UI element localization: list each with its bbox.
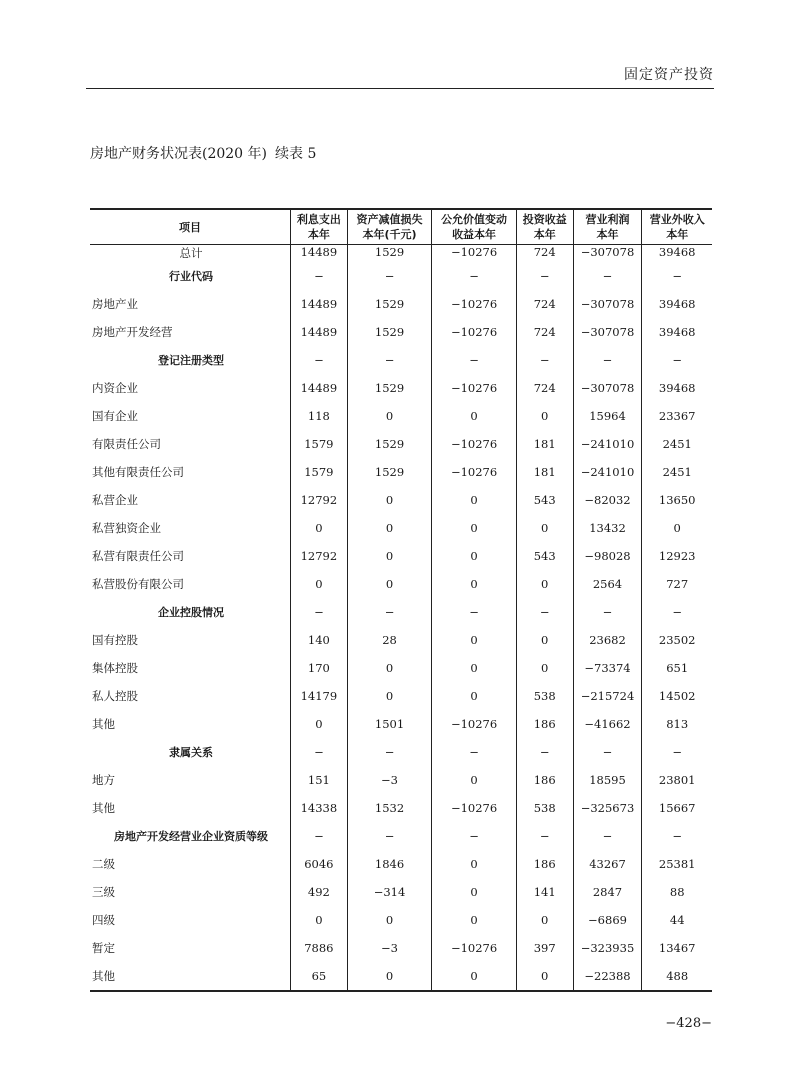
- row-label: 其他有限责任公司: [92, 465, 184, 479]
- row-label: 私营独资企业: [92, 521, 161, 535]
- cell-value: 0: [432, 402, 517, 430]
- cell-value: −: [291, 262, 348, 290]
- cell-value: −10276: [432, 430, 517, 458]
- cell-value: 1532: [347, 794, 432, 822]
- cell-value: −: [516, 598, 573, 626]
- cell-value: 0: [347, 402, 432, 430]
- cell-value: 25381: [642, 850, 712, 878]
- cell-value: 181: [516, 430, 573, 458]
- cell-value: 6046: [291, 850, 348, 878]
- table-row: [90, 570, 712, 598]
- cell-value: −10276: [432, 290, 517, 318]
- cell-value: 0: [432, 682, 517, 710]
- cell-value: 13650: [642, 486, 712, 514]
- cell-value: 7886: [291, 934, 348, 962]
- row-label: 国有企业: [92, 409, 138, 423]
- cell-value: 0: [291, 906, 348, 934]
- cell-value: −: [291, 598, 348, 626]
- cell-value: 14489: [291, 374, 348, 402]
- cell-value: 538: [516, 794, 573, 822]
- cell-value: 28: [347, 626, 432, 654]
- table-continued-label: 续表 5: [275, 146, 317, 162]
- cell-value: 724: [516, 245, 573, 263]
- cell-value: 39468: [642, 374, 712, 402]
- cell-value: 0: [291, 570, 348, 598]
- cell-value: −215724: [573, 682, 642, 710]
- cell-value: −: [432, 738, 517, 766]
- cell-value: −22388: [573, 962, 642, 991]
- cell-value: 15667: [642, 794, 712, 822]
- cell-value: −: [432, 822, 517, 850]
- cell-value: −82032: [573, 486, 642, 514]
- cell-value: 1846: [347, 850, 432, 878]
- cell-value: 813: [642, 710, 712, 738]
- cell-value: 0: [516, 570, 573, 598]
- cell-value: −: [432, 262, 517, 290]
- cell-value: 1579: [291, 430, 348, 458]
- table-body: [90, 245, 712, 992]
- cell-value: 724: [516, 290, 573, 318]
- column-header: 公允价值变动 收益本年: [432, 209, 517, 245]
- cell-value: −: [516, 738, 573, 766]
- cell-value: 0: [291, 710, 348, 738]
- cell-value: −314: [347, 878, 432, 906]
- cell-value: 1529: [347, 290, 432, 318]
- cell-value: −: [642, 262, 712, 290]
- cell-value: −98028: [573, 542, 642, 570]
- row-label: 国有控股: [92, 633, 138, 647]
- cell-value: −: [573, 822, 642, 850]
- cell-value: −: [573, 346, 642, 374]
- cell-value: −10276: [432, 710, 517, 738]
- table-row: [90, 794, 712, 822]
- cell-value: 2451: [642, 458, 712, 486]
- cell-value: 0: [432, 878, 517, 906]
- cell-value: −307078: [573, 290, 642, 318]
- cell-value: 397: [516, 934, 573, 962]
- cell-value: −: [573, 262, 642, 290]
- cell-value: 488: [642, 962, 712, 991]
- cell-value: −241010: [573, 458, 642, 486]
- table-title: 房地产财务状况表(2020 年): [90, 146, 268, 162]
- cell-value: 0: [347, 962, 432, 991]
- table-row: [90, 458, 712, 486]
- cell-value: 2564: [573, 570, 642, 598]
- cell-value: 44: [642, 906, 712, 934]
- cell-value: −3: [347, 934, 432, 962]
- row-label: 二级: [92, 857, 115, 871]
- table-row: [90, 430, 712, 458]
- cell-value: 0: [347, 514, 432, 542]
- table-row: [90, 626, 712, 654]
- cell-value: 23367: [642, 402, 712, 430]
- cell-value: 23801: [642, 766, 712, 794]
- cell-value: −: [347, 346, 432, 374]
- row-label: 私人控股: [92, 689, 138, 703]
- cell-value: 2847: [573, 878, 642, 906]
- row-label: 四级: [92, 913, 115, 927]
- cell-value: 88: [642, 878, 712, 906]
- table-row: [90, 245, 712, 263]
- header-rule: [86, 88, 714, 89]
- cell-value: −: [347, 738, 432, 766]
- cell-value: 651: [642, 654, 712, 682]
- cell-value: 0: [516, 906, 573, 934]
- cell-value: 727: [642, 570, 712, 598]
- cell-value: 0: [347, 654, 432, 682]
- cell-value: 18595: [573, 766, 642, 794]
- cell-value: −: [642, 346, 712, 374]
- row-label: 总计: [179, 246, 203, 260]
- table-row: [90, 682, 712, 710]
- cell-value: 1529: [347, 430, 432, 458]
- row-label: 私营股份有限公司: [92, 577, 184, 591]
- cell-value: 724: [516, 318, 573, 346]
- row-label: 私营企业: [92, 493, 138, 507]
- cell-value: 0: [432, 514, 517, 542]
- column-header: 营业外收入 本年: [642, 209, 712, 245]
- cell-value: 0: [432, 542, 517, 570]
- cell-value: −241010: [573, 430, 642, 458]
- row-label: 三级: [92, 885, 115, 899]
- cell-value: 14489: [291, 318, 348, 346]
- table-row: [90, 542, 712, 570]
- cell-value: 0: [347, 486, 432, 514]
- cell-value: 186: [516, 850, 573, 878]
- cell-value: 186: [516, 766, 573, 794]
- cell-value: 12792: [291, 542, 348, 570]
- section-row: [90, 262, 712, 290]
- section-label: 行业代码: [169, 270, 213, 283]
- table-row: [90, 934, 712, 962]
- table-row: [90, 906, 712, 934]
- cell-value: −10276: [432, 374, 517, 402]
- section-row: [90, 598, 712, 626]
- section-label: 企业控股情况: [158, 606, 224, 619]
- cell-value: −: [516, 822, 573, 850]
- column-header: 项目: [90, 209, 291, 245]
- cell-value: 0: [432, 570, 517, 598]
- cell-value: 14338: [291, 794, 348, 822]
- cell-value: −: [516, 346, 573, 374]
- cell-value: −10276: [432, 245, 517, 263]
- cell-value: 13467: [642, 934, 712, 962]
- cell-value: 0: [291, 514, 348, 542]
- cell-value: 0: [432, 654, 517, 682]
- cell-value: 181: [516, 458, 573, 486]
- cell-value: 141: [516, 878, 573, 906]
- cell-value: 724: [516, 374, 573, 402]
- cell-value: −10276: [432, 318, 517, 346]
- row-label: 其他: [92, 801, 115, 815]
- cell-value: −: [573, 598, 642, 626]
- cell-value: 0: [642, 514, 712, 542]
- cell-value: −323935: [573, 934, 642, 962]
- cell-value: −325673: [573, 794, 642, 822]
- cell-value: 0: [432, 626, 517, 654]
- cell-value: 0: [347, 906, 432, 934]
- row-label: 房地产业: [92, 297, 138, 311]
- cell-value: −: [291, 822, 348, 850]
- cell-value: 0: [432, 906, 517, 934]
- row-label: 内资企业: [92, 381, 138, 395]
- cell-value: 13432: [573, 514, 642, 542]
- cell-value: 0: [347, 682, 432, 710]
- cell-value: 1529: [347, 318, 432, 346]
- cell-value: 1501: [347, 710, 432, 738]
- cell-value: 0: [347, 542, 432, 570]
- section-label: 隶属关系: [169, 746, 213, 759]
- table-row: [90, 374, 712, 402]
- running-header-title: 固定资产投资: [624, 67, 714, 83]
- table-row: [90, 654, 712, 682]
- cell-value: −: [642, 822, 712, 850]
- cell-value: 1529: [347, 458, 432, 486]
- cell-value: 14502: [642, 682, 712, 710]
- cell-value: 14489: [291, 245, 348, 263]
- cell-value: 39468: [642, 290, 712, 318]
- cell-value: 118: [291, 402, 348, 430]
- section-row: [90, 738, 712, 766]
- cell-value: 23502: [642, 626, 712, 654]
- table-row: [90, 486, 712, 514]
- cell-value: 170: [291, 654, 348, 682]
- section-row: [90, 822, 712, 850]
- cell-value: 43267: [573, 850, 642, 878]
- cell-value: 538: [516, 682, 573, 710]
- column-header: 营业利润 本年: [573, 209, 642, 245]
- cell-value: 65: [291, 962, 348, 991]
- row-label: 暂定: [92, 941, 115, 955]
- table-row: [90, 710, 712, 738]
- cell-value: 0: [432, 486, 517, 514]
- table-row: [90, 514, 712, 542]
- section-row: [90, 346, 712, 374]
- cell-value: −10276: [432, 458, 517, 486]
- cell-value: 12792: [291, 486, 348, 514]
- cell-value: 151: [291, 766, 348, 794]
- cell-value: −: [291, 346, 348, 374]
- row-label: 其他: [92, 717, 115, 731]
- cell-value: −10276: [432, 794, 517, 822]
- cell-value: −: [347, 598, 432, 626]
- cell-value: 543: [516, 486, 573, 514]
- section-label: 房地产开发经营业企业资质等级: [114, 830, 268, 843]
- section-label: 登记注册类型: [158, 354, 224, 367]
- table-row: [90, 962, 712, 991]
- cell-value: −10276: [432, 934, 517, 962]
- page-number: −428−: [665, 1016, 712, 1031]
- cell-value: 39468: [642, 245, 712, 263]
- cell-value: −: [642, 738, 712, 766]
- cell-value: 0: [516, 626, 573, 654]
- cell-value: −: [347, 262, 432, 290]
- table-header-row: [90, 209, 712, 245]
- table-row: [90, 290, 712, 318]
- cell-value: −307078: [573, 245, 642, 263]
- cell-value: −73374: [573, 654, 642, 682]
- cell-value: −6869: [573, 906, 642, 934]
- cell-value: −3: [347, 766, 432, 794]
- cell-value: −: [432, 598, 517, 626]
- cell-value: −: [573, 738, 642, 766]
- cell-value: 23682: [573, 626, 642, 654]
- column-header: 利息支出 本年: [291, 209, 348, 245]
- row-label: 房地产开发经营: [92, 325, 173, 339]
- cell-value: 12923: [642, 542, 712, 570]
- cell-value: 0: [516, 654, 573, 682]
- table-row: [90, 850, 712, 878]
- cell-value: 492: [291, 878, 348, 906]
- cell-value: 14179: [291, 682, 348, 710]
- cell-value: −: [516, 262, 573, 290]
- cell-value: −307078: [573, 374, 642, 402]
- table-caption: [90, 143, 316, 163]
- cell-value: −: [642, 598, 712, 626]
- row-label: 地方: [92, 773, 115, 787]
- row-label: 有限责任公司: [92, 437, 161, 451]
- cell-value: −: [291, 738, 348, 766]
- cell-value: 2451: [642, 430, 712, 458]
- cell-value: 0: [516, 962, 573, 991]
- row-label: 集体控股: [92, 661, 138, 675]
- cell-value: 186: [516, 710, 573, 738]
- cell-value: 1529: [347, 245, 432, 263]
- cell-value: −: [347, 822, 432, 850]
- cell-value: 15964: [573, 402, 642, 430]
- table-row: [90, 318, 712, 346]
- cell-value: −: [432, 346, 517, 374]
- column-header: 投资收益 本年: [516, 209, 573, 245]
- cell-value: 0: [516, 514, 573, 542]
- cell-value: 39468: [642, 318, 712, 346]
- table-row: [90, 878, 712, 906]
- row-label: 其他: [90, 962, 291, 991]
- cell-value: −307078: [573, 318, 642, 346]
- cell-value: 0: [432, 850, 517, 878]
- cell-value: 0: [432, 766, 517, 794]
- row-label: 私营有限责任公司: [92, 549, 184, 563]
- cell-value: −41662: [573, 710, 642, 738]
- cell-value: 543: [516, 542, 573, 570]
- column-header: 资产减值损失 本年(千元): [347, 209, 432, 245]
- table-row: [90, 402, 712, 430]
- cell-value: 14489: [291, 290, 348, 318]
- finance-table: [90, 208, 712, 992]
- cell-value: 140: [291, 626, 348, 654]
- cell-value: 0: [347, 570, 432, 598]
- cell-value: 1529: [347, 374, 432, 402]
- cell-value: 0: [516, 402, 573, 430]
- cell-value: 1579: [291, 458, 348, 486]
- table-row: [90, 766, 712, 794]
- cell-value: 0: [432, 962, 517, 991]
